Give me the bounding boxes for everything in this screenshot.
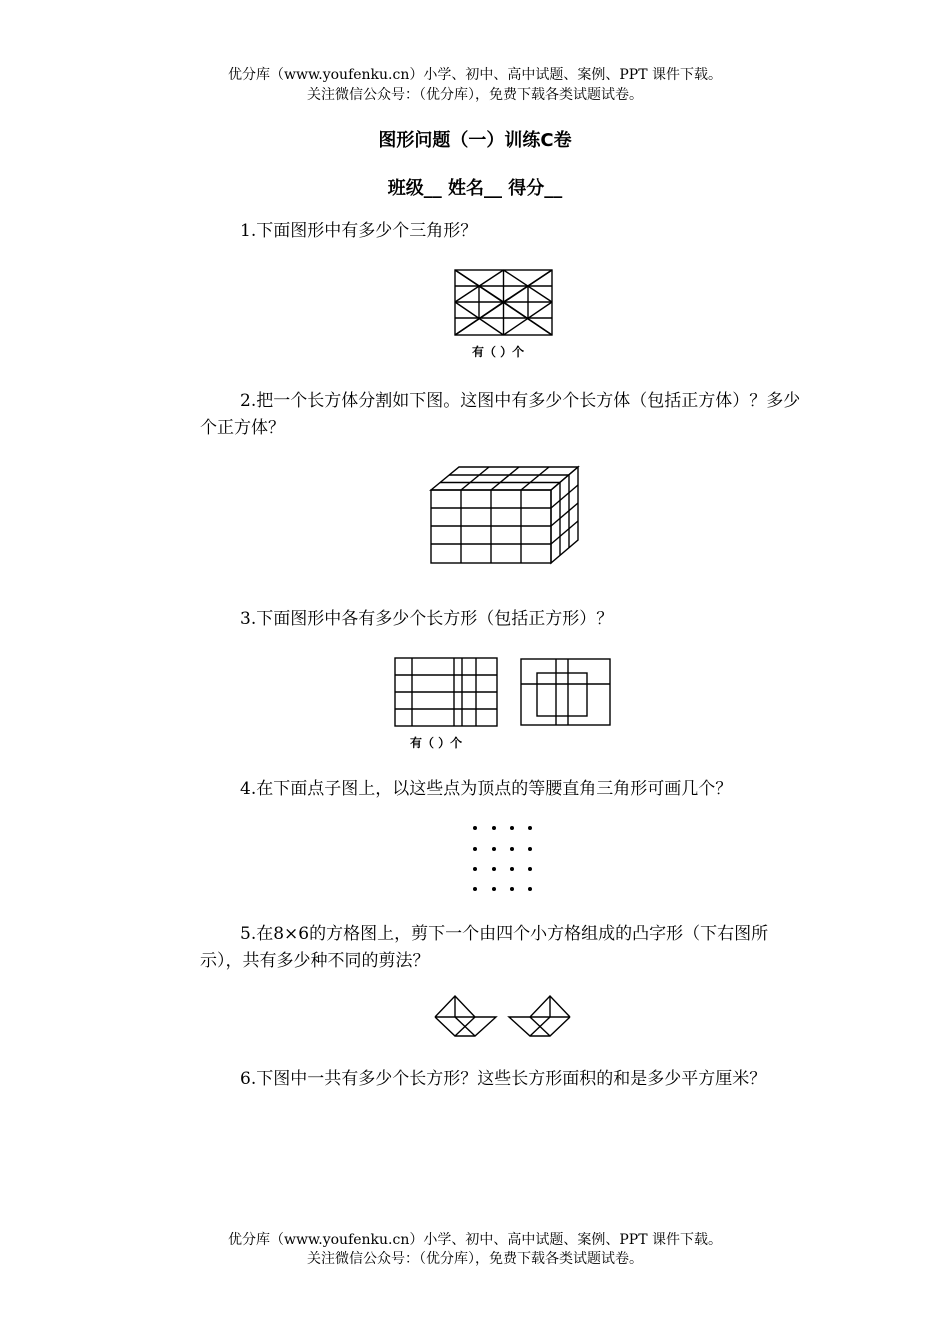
question-2-text: 2.把一个长方体分割如下图。这图中有多少个长方体（包括正方体）？多少个正方体？: [200, 391, 801, 438]
q1-caption: 有（ ）个: [472, 345, 525, 359]
q1-triangle-figure: [455, 270, 553, 336]
header-line-2: 关注微信公众号：（优分库），免费下载各类试题试卷。: [307, 87, 643, 103]
question-5-text: 5.在8×6的方格图上，剪下一个由四个小方格组成的凸字形（下右图所示），共有多少种不同的剪法？: [200, 924, 769, 971]
q3-caption: 有（ ）个: [410, 736, 463, 750]
footer-line-2: 关注微信公众号：（优分库），免费下载各类试题试卷。: [307, 1251, 643, 1267]
question-3-text: 3.下面图形中各有多少个长方形（包括正方形）？: [240, 609, 614, 629]
student-info-line: 班级__ 姓名__ 得分__: [387, 178, 563, 199]
footer-line-1: 优分库（www.youfenku.cn）小学、初中、高中试题、案例、PPT 课件下载。: [227, 1232, 722, 1248]
question-3: [200, 606, 810, 633]
question-1: [200, 218, 810, 245]
q5-shape-right: [508, 995, 572, 1037]
question-5: [200, 921, 810, 975]
q3-rectangle-figure-left: [394, 657, 498, 727]
q4-dot-grid: [470, 822, 540, 894]
question-6: [200, 1066, 810, 1093]
page-title: 图形问题（一）训练C卷: [378, 130, 572, 151]
question-4: [200, 776, 810, 803]
header-line-1: 优分库（www.youfenku.cn）小学、初中、高中试题、案例、PPT 课件下载。: [227, 67, 722, 83]
question-6-text: 6.下图中一共有多少个长方形？这些长方形面积的和是多少平方厘米？: [240, 1069, 767, 1089]
q5-shape-left: [434, 995, 498, 1037]
q3-rectangle-figure-right: [520, 658, 612, 726]
question-4-text: 4.在下面点子图上，以这些点为顶点的等腰直角三角形可画几个？: [240, 779, 733, 799]
q2-cuboid-figure: [430, 466, 580, 564]
question-1-text: 1.下面图形中有多少个三角形？: [240, 221, 478, 241]
question-2: [200, 388, 810, 442]
